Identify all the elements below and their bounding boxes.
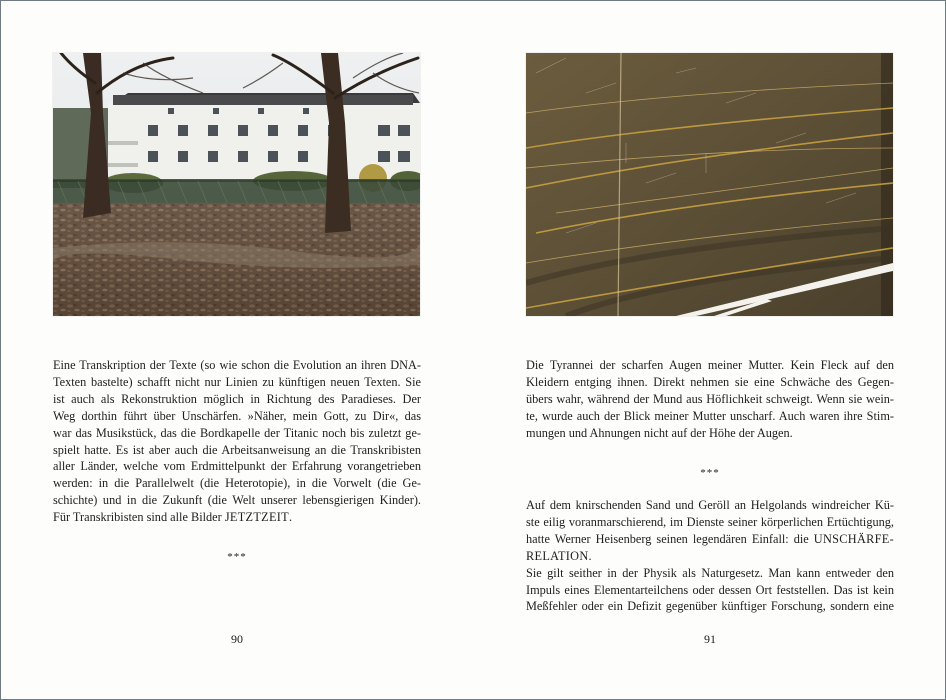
- text-line: ist auch als Rekonstruktion möglich in Richtung des Paradieses. Der: [53, 391, 421, 406]
- text-line: spielt hatte. Es ist aber auch die Arbeitsanweisung an die Transkribisten: [53, 442, 421, 457]
- smallcaps-jetztzeit: JETZTZEIT: [224, 510, 289, 525]
- text-line: Eine Transkription der Texte (so wie schon die Evolution an ihren DNA-: [53, 358, 421, 372]
- text-line: Impuls eines Elementarteilchens oder dessen Ort feststellen. Das ist kein: [526, 582, 894, 597]
- text-line: te, wurde auch der Blick meiner Mutter unscharf. Auch waren ihre Stim-: [526, 408, 894, 423]
- text-line: war das Musikstück, das die Bordkapelle der Titanic noch bis zuletzt ge-: [53, 425, 421, 440]
- text-line: werden: in die Parallelwelt (die Heterotopie), in die Vorwelt (die Ge-: [53, 476, 421, 491]
- text-line: Sie gilt seither in der Physik als Naturgesetz. Man kann entweder den: [526, 565, 894, 580]
- text-line: mungen und Ahnungen nicht auf der Höhe der Augen.: [526, 425, 793, 440]
- page-number-right: 91: [704, 632, 716, 646]
- section-separator-left: ***: [227, 551, 247, 563]
- text-line: aller Länder, welche vom Erdmittelpunkt der Erfahrung vorangetrieben: [53, 459, 421, 474]
- section-separator-right: ***: [700, 467, 720, 479]
- text-line: Weg dorthin führt über Unschärfen. »Näher, mein Gott, zu Dir«, das: [53, 408, 421, 423]
- smallcaps-unschaerfe: UNSCHÄRFE-: [813, 531, 894, 546]
- right-page-paragraph-2: [526, 497, 894, 615]
- text-line: Kleidern entging ihnen. Direkt nehmen sie eine Schwäche des Gegen-: [526, 374, 894, 389]
- text-fragment: Für Transkribisten sind alle Bilder: [53, 510, 225, 525]
- text-line: Auf dem knirschenden Sand und Geröll an Helgolands windreicher Kü-: [526, 498, 894, 512]
- photo-marble-illustration: [526, 53, 893, 316]
- page-number-left: 90: [231, 632, 243, 646]
- text-fragment: hatte Werner Heisenberg seinen legendären Einfall: die: [526, 531, 814, 546]
- text-line: schichte) und in die Zukunft (die Welt unserer lebensgierigen Kinder).: [53, 493, 421, 508]
- text-line-last: [53, 509, 421, 526]
- text-line: [526, 548, 894, 565]
- text-line: Meßfehler oder ein Defizit gegenüber künftiger Forschung, sondern eine: [526, 599, 894, 614]
- smallcaps-relation: RELATION: [526, 548, 589, 563]
- photo-building-illustration: [53, 53, 420, 316]
- text-line: Texten bastelte) schafft nicht nur Linien zu künftigen neuen Texten. Sie: [53, 374, 421, 389]
- text-line: ste eilig voranmarschierend, im Dienste seiner körperlichen Ertüchtigung,: [526, 514, 894, 529]
- text-line: [526, 531, 894, 548]
- right-page-paragraph-1: [526, 357, 894, 442]
- text-fragment: .: [289, 510, 293, 525]
- text-fragment: .: [588, 548, 592, 563]
- text-line: übers wahr, während der Mund aus Höflichkeit schweigt. Wenn sie wein-: [526, 391, 894, 406]
- left-page-paragraph: [53, 357, 421, 526]
- text-line: Die Tyrannei der scharfen Augen meiner Mutter. Kein Fleck auf den: [526, 358, 894, 372]
- photo-building-behind-trees: [53, 53, 420, 316]
- photo-marble-surface: [526, 53, 893, 316]
